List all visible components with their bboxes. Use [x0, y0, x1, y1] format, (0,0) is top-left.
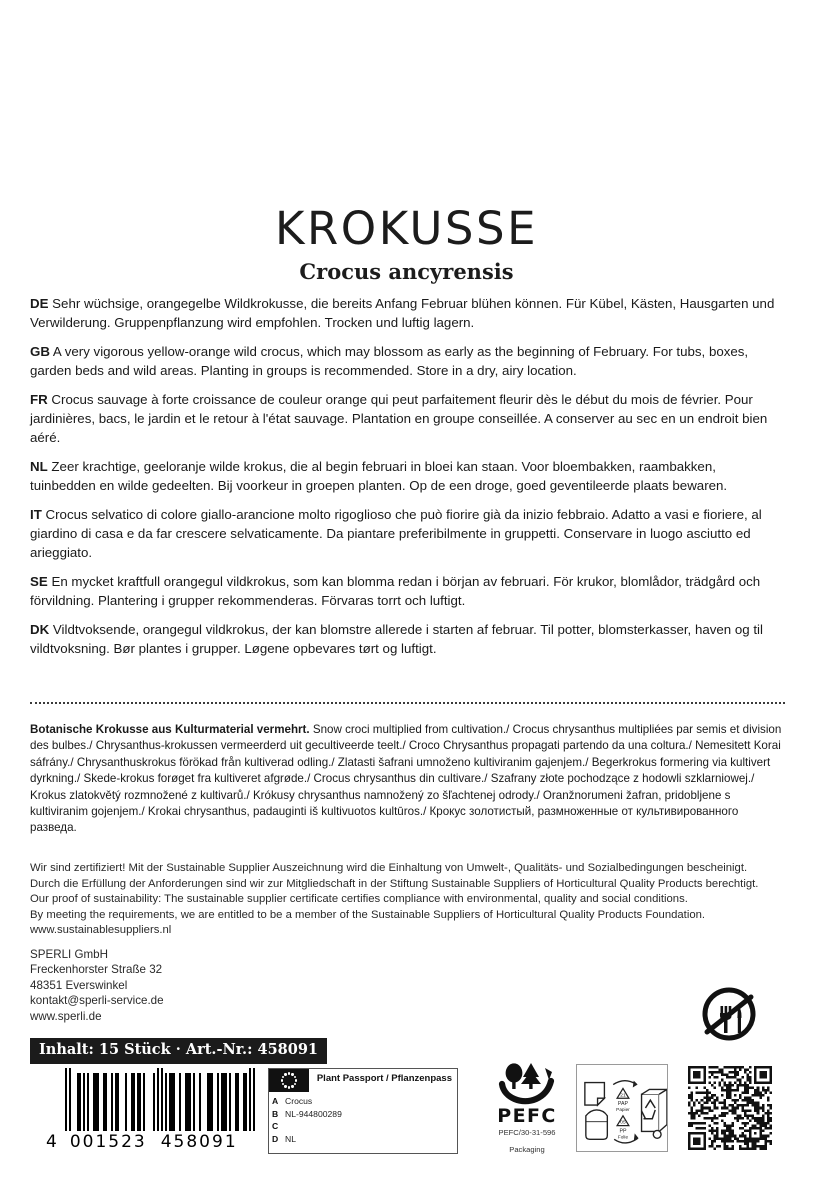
company-city: 48351 Everswinkel	[30, 978, 128, 992]
eu-star	[294, 1083, 296, 1085]
recycle-code-plastic: 05	[620, 1120, 626, 1126]
plant-passport	[268, 1068, 458, 1154]
barcode-digits	[46, 1132, 261, 1152]
cultivation-note-lead: Botanische Krokusse aus Kulturmaterial vermehrt.	[30, 723, 310, 736]
description-text: Sehr wüchsige, orangegelbe Wildkrokusse, die bereits Anfang Februar blühen können. Für Kübel, Kästen, Hausgarten und Verwilderung. Gruppenpflanzung wird empfohlen. Trocken und luftig lagern.	[30, 296, 775, 330]
title-block	[0, 202, 813, 284]
description-se	[30, 573, 785, 610]
plant-passport-rows	[269, 1092, 457, 1145]
description-nl	[30, 458, 785, 495]
pefc-logo	[487, 1062, 567, 1153]
barcode-digits-right: 458091	[160, 1132, 238, 1152]
plant-passport-row	[272, 1120, 457, 1133]
description-it	[30, 506, 785, 562]
plant-passport-value: NL-944800289	[285, 1108, 342, 1119]
language-code: NL	[30, 459, 48, 475]
company-address	[30, 947, 164, 1024]
company-email: kontakt@sperli-service.de	[30, 994, 164, 1008]
qr-code-icon	[688, 1066, 772, 1150]
pefc-wordmark: PEFC	[497, 1105, 557, 1127]
plant-passport-header	[269, 1069, 457, 1092]
barcode-bar	[253, 1068, 255, 1131]
pefc-caption: Packaging	[509, 1144, 545, 1154]
recycle-code-paper: 21	[620, 1093, 626, 1099]
recycle-label-plastic: PP	[619, 1128, 627, 1135]
recycle-material-plastic: Folie	[617, 1134, 629, 1140]
eu-star	[291, 1085, 293, 1087]
recycling-diagram	[577, 1065, 667, 1151]
company-name: SPERLI GmbH	[30, 948, 108, 961]
recycling-info-box	[576, 1064, 668, 1152]
description-text: Crocus sauvage à forte croissance de couleur orange qui peut parfaitement fleurir dès le début du mois de février. Pour jardinières, bacs, le jardin et le retour à l'état sauvage. Plantation en groupe conseillée. A conserver au sec en un endroit bien aéré.	[30, 392, 768, 445]
description-text: A very vigorous yellow-orange wild crocus, which may blossom as early as the beginning of February. For tubs, boxes, garden beds and wild areas. Planting in groups is recommended. Store in a dry, airy location.	[30, 344, 749, 378]
certification-line: www.sustainablesuppliers.nl	[30, 924, 172, 937]
page-title: KROKUSSE	[275, 202, 538, 255]
no-food-icon	[694, 985, 764, 1043]
content-banner: Inhalt: 15 Stück · Art.-Nr.: 458091	[30, 1038, 327, 1064]
language-code: GB	[30, 344, 50, 360]
eu-star	[284, 1073, 286, 1075]
description-dk	[30, 621, 785, 658]
plant-passport-row	[272, 1108, 457, 1121]
pefc-trees-icon	[496, 1062, 558, 1106]
plant-passport-title: Plant Passport / Pflanzenpass	[316, 1073, 452, 1084]
eu-star	[288, 1072, 290, 1074]
eu-star	[284, 1085, 286, 1087]
company-website: www.sperli.de	[30, 1009, 102, 1023]
language-code: SE	[30, 574, 48, 590]
description-text: En mycket kraftfull orangegul vildkrokus, som kan blomma redan i början av februari. För krukor, blomlådor, trädgård och förvildning. Plantering i grupper rekommenderas. Förvaras torrt och luftigt.	[30, 574, 761, 608]
paper-bag-icon	[586, 1110, 608, 1139]
certification-line: Wir sind zertifiziert! Mit der Sustainable Supplier Auszeichnung wird die Einhaltung von Umwelt-, Qualitäts- und Sozialbedingungen bescheinigt.	[30, 862, 748, 874]
description-list	[30, 295, 785, 670]
plant-passport-row	[272, 1095, 457, 1108]
arrow-top	[613, 1081, 637, 1088]
plant-passport-value: Crocus	[285, 1096, 313, 1106]
recycle-label-paper: PAP	[617, 1101, 629, 1108]
plant-passport-key: A	[272, 1096, 279, 1106]
description-gb	[30, 343, 785, 380]
company-street: Freckenhorster Straße 32	[30, 963, 163, 977]
eu-star	[281, 1079, 283, 1081]
language-code: FR	[30, 392, 48, 408]
eu-star	[282, 1076, 284, 1078]
certification-line: Durch die Erfüllung der Anforderungen sind wir zur Mitgliedschaft in der Stiftung Sustainable Suppliers of Horticultural Quality Products berechtigt.	[30, 877, 759, 890]
eu-flag-icon	[269, 1069, 309, 1092]
description-text: Zeer krachtige, geeloranje wilde krokus, die al begin februari in bloei kan staan. Voor bloembakken, raambakken, tuinbedden en wilde gedeelten. Bij voorkeur in groepen planten. Op de een droge, goed geventileerde plaats bewaren.	[30, 459, 728, 493]
certification-note	[30, 861, 787, 939]
barcode	[46, 1073, 261, 1152]
description-text: Crocus selvatico di colore giallo-arancione molto rigoglioso che può fiorire già da inizio febbraio. Adatto a vasi e fioriere, al giardino di casa e da far crescere selvaticamente. Da piantare preferibilmente in gruppetti. Conservare in luogo asciutto ed arieggiato.	[30, 507, 762, 560]
recycle-material-paper: Papier	[616, 1106, 630, 1112]
section-divider	[30, 702, 785, 704]
plant-passport-key: C	[272, 1121, 279, 1132]
recycle-triangle-plastic	[617, 1116, 629, 1126]
language-code: IT	[30, 507, 42, 523]
paper-sheet-icon	[585, 1083, 605, 1105]
barcode-digit-first: 4	[46, 1132, 59, 1152]
cultivation-note-translations: Snow croci multiplied from cultivation./ Crocus chrysanthus multipliées par semis et division des bulbes./ Chrysanthus-krokussen vermeerderd uit gecultiveerde teelt./ Croco Chrysanthus propagati partendo da una coltura./ Nemesitett Korai sáfrány./ Chrysanthuskrokus förökad från kultiverad odling./ Zlatasti šafrani umnoženo kultiviranim gajenjem./ Begerkrokus formering via kultivert dyrkning./ Skede-krokus forøget fra kultiveret afgrøde./ Crocus chrysanthus din cultivare./ Szafrany złote pochodzące z hodowli szklarniowej./ Krokus zlatokvětý rozmnožené z kultivarů./ Krókusy chrysanthus namnožený zo šľachtenej odrody./ Oranžnorumeni žafran, pridobljene s kultiviranim gojenjem./ Krokai chrysanthus, padauginti iš kultivuotos kultūros./ Крокус золотистый, размноженные от культивированного разведа.	[30, 723, 782, 835]
cultivation-note	[30, 722, 787, 837]
description-text: Vildtvoksende, orangegul vildkrokus, der kan blomstre allerede i starten af februar. Til potter, blomsterkasser, haven og til vildtvoksning. Bør plantes i grupper. Løgene opbevares tørt og luftigt.	[30, 622, 763, 656]
language-code: DK	[30, 622, 50, 638]
eu-star	[288, 1086, 290, 1088]
plant-passport-key: D	[272, 1133, 279, 1144]
certification-line: Our proof of sustainability: The sustainable supplier certificate certifies compliance with environmental, quality and social conditions.	[30, 893, 688, 906]
pefc-code: PEFC/30-31-596	[498, 1128, 556, 1137]
recycle-triangle-paper	[617, 1088, 629, 1098]
plant-passport-value: NL	[285, 1133, 296, 1144]
eu-star	[295, 1079, 297, 1081]
plant-passport-key: B	[272, 1108, 279, 1119]
description-de	[30, 295, 785, 332]
plant-passport-row	[272, 1133, 457, 1146]
certification-line: By meeting the requirements, we are entitled to be a member of the Sustainable Suppliers of Horticultural Quality Products Foundation.	[30, 908, 706, 921]
barcode-digits-left: 001523	[69, 1132, 147, 1152]
language-code: DE	[30, 296, 49, 311]
barcode-bars	[65, 1073, 255, 1131]
description-fr	[30, 391, 785, 447]
botanical-name: Crocus ancyrensis	[299, 259, 514, 284]
eu-star	[294, 1076, 296, 1078]
